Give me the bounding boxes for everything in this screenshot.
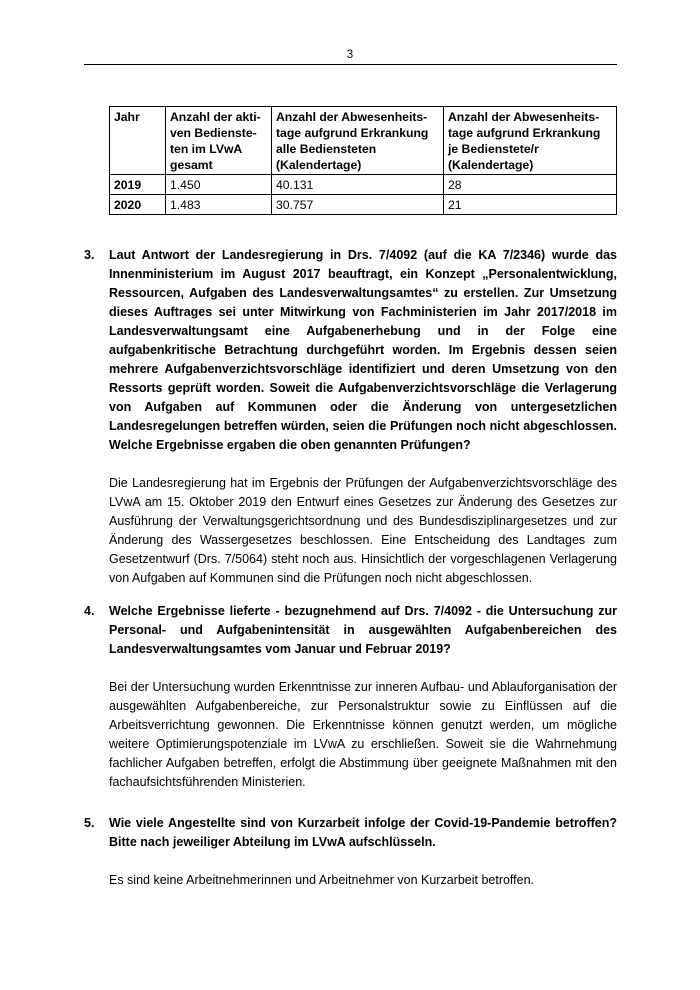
column-header-year: Jahr — [110, 107, 166, 175]
question-text: Wie viele Angestellte sind von Kurzarbeit infolge der Covid-19-Pandemie betroffen? Bitte nach jeweiliger Abteilung im LVwA aufschlüsseln. — [109, 816, 617, 849]
question-text: Welche Ergebnisse lieferte - bezugnehmend auf Drs. 7/4092 - die Untersuchung zur Personal- und Aufgabenintensität in ausgewählten Aufgabenbereichen des Landesverwaltungsamtes vom Januar und Februar 2019? — [109, 604, 617, 656]
table-cell-year: 2020 — [110, 195, 166, 215]
column-header-active-staff: Anzahl der akti-ven Bedienste-ten im LVwA gesamt — [166, 107, 272, 175]
table-row — [110, 195, 617, 215]
question-5 — [84, 814, 617, 890]
page-number: 3 — [346, 49, 354, 61]
answer-text: Es sind keine Arbeitnehmerinnen und Arbeitnehmer von Kurzarbeit betroffen. — [109, 873, 535, 887]
table-header-row — [110, 107, 617, 175]
question-text: Laut Antwort der Landesregierung in Drs. 7/4092 (auf die KA 7/2346) wurde das Innenministerium im August 2017 beauftragt, ein Konzept „Personalentwicklung, Ressourcen, Aufgaben des Landesverwaltungsamtes“ zu erstellen. Zur Umsetzung dieses Auftrages sei unter Mitwirkung von Fachministerien im Jahr 2017/2018 im Landesverwaltungsamt eine Aufgabenerhebung und in der Folge eine aufgabenkritische Betrachtung durchgeführt worden. Im Ergebnis dessen seien mehrere Aufgabenverzichtsvorschläge identifiziert und deren Umsetzung von den Ressorts geprüft worden. Soweit die Aufgabenverzichtsvorschläge die Verlagerung von Aufgaben auf Kommunen oder die Änderung von untergesetzlichen Landesregelungen betreffen würden, seien die Prüfungen noch nicht abgeschlossen. Welche Ergebnisse ergaben die oben genannten Prüfungen? — [109, 248, 617, 452]
table-cell: 1.483 — [166, 195, 272, 215]
answer-text: Bei der Untersuchung wurden Erkenntnisse zur inneren Aufbau- und Ablauforganisation der ausgewählten Aufgabenbereiche, zur Personalstruktur sowie zu Einflüssen auf die Arbeitsverrichtung gewonnen. Die Erkenntnisse können genutzt werden, um mögliche weitere Optimierungspotenziale im LVwA zu erschließen. Soweit sie die Wahrnehmung fachlicher Aufgaben betreffen, erfolgt die Abstimmung über geeignete Maßnahmen mit den fachaufsichtsführenden Ministerien. — [109, 680, 617, 789]
question-3 — [84, 246, 617, 588]
table-cell: 1.450 — [166, 175, 272, 195]
question-number: 3. — [84, 248, 95, 262]
table-cell: 40.131 — [272, 175, 444, 195]
question-number: 4. — [84, 604, 95, 618]
answer-text: Die Landesregierung hat im Ergebnis der Prüfungen der Aufgabenverzichtsvorschläge des LVwA am 15. Oktober 2019 den Entwurf eines Gesetzes zur Änderung des Gesetzes zur Ausführung der Verwaltungsgerichtsordnung und des Bundesdisziplinargesetzes und zur Änderung des Wassergesetzes beschlossen. Eine Entscheidung des Landtages zum Gesetzentwurf (Drs. 7/5064) steht noch aus. Hinsichtlich der vorgeschlagenen Verlagerung von Aufgaben auf Kommunen sind die Prüfungen noch nicht abgeschlossen. — [109, 476, 617, 585]
question-4 — [84, 602, 617, 792]
question-number: 5. — [84, 816, 95, 830]
table-cell-year: 2019 — [110, 175, 166, 195]
column-header-sick-days-per-person: Anzahl der Abwesenheits-tage aufgrund Erkrankung je Bedienstete/r (Kalendertage) — [444, 107, 617, 175]
sick-days-table — [109, 106, 617, 215]
table-cell: 21 — [444, 195, 617, 215]
header-rule — [84, 64, 617, 65]
table-cell: 28 — [444, 175, 617, 195]
table-cell: 30.757 — [272, 195, 444, 215]
table-row — [110, 175, 617, 195]
column-header-sick-days-total: Anzahl der Abwesenheits-tage aufgrund Erkrankung alle Bediensteten (Kalendertage) — [272, 107, 444, 175]
